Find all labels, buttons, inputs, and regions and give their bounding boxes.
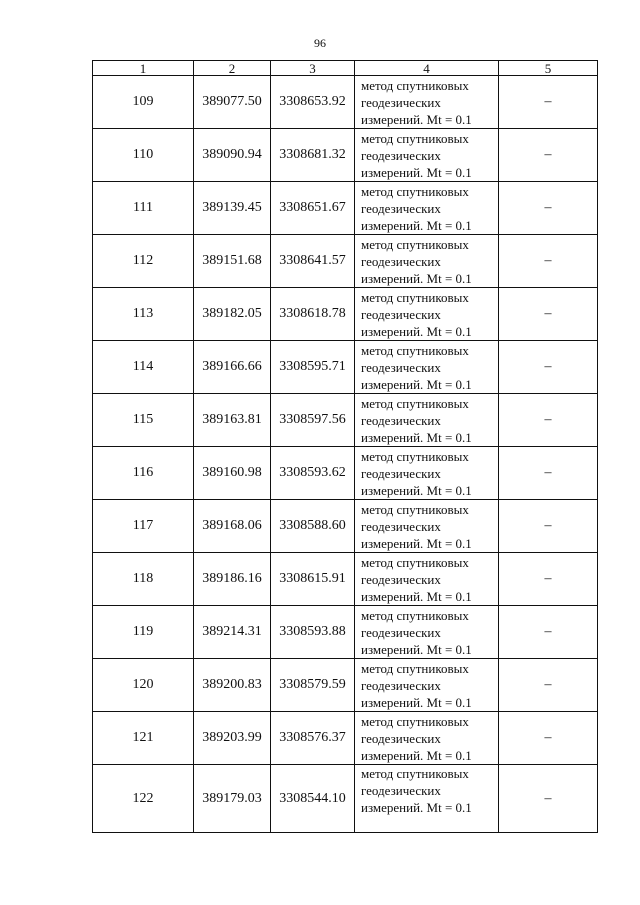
x-coordinate: 389077.50 <box>194 76 271 129</box>
point-number: 109 <box>93 76 194 129</box>
method-description: метод спутниковых геодезических измерений. Mt = 0.1 <box>355 712 499 765</box>
note: – <box>499 447 598 500</box>
note: – <box>499 659 598 712</box>
table-row <box>93 447 598 500</box>
note: – <box>499 712 598 765</box>
table-body <box>93 76 598 833</box>
point-number: 113 <box>93 288 194 341</box>
method-description: метод спутниковых геодезических измерений. Mt = 0.1 <box>355 76 499 129</box>
x-coordinate: 389163.81 <box>194 394 271 447</box>
x-coordinate: 389151.68 <box>194 235 271 288</box>
point-number: 111 <box>93 182 194 235</box>
table-row <box>93 765 598 833</box>
note: – <box>499 182 598 235</box>
table-header-row <box>93 61 598 76</box>
x-coordinate: 389203.99 <box>194 712 271 765</box>
method-description: метод спутниковых геодезических измерений. Mt = 0.1 <box>355 235 499 288</box>
note: – <box>499 76 598 129</box>
note: – <box>499 500 598 553</box>
x-coordinate: 389200.83 <box>194 659 271 712</box>
method-description: метод спутниковых геодезических измерений. Mt = 0.1 <box>355 606 499 659</box>
method-description: метод спутниковых геодезических измерений. Mt = 0.1 <box>355 288 499 341</box>
y-coordinate: 3308593.62 <box>271 447 355 500</box>
x-coordinate: 389090.94 <box>194 129 271 182</box>
x-coordinate: 389166.66 <box>194 341 271 394</box>
method-description: метод спутниковых геодезических измерений. Mt = 0.1 <box>355 659 499 712</box>
y-coordinate: 3308651.67 <box>271 182 355 235</box>
x-coordinate: 389179.03 <box>194 765 271 833</box>
x-coordinate: 389186.16 <box>194 553 271 606</box>
table-row <box>93 606 598 659</box>
column-header-2: 2 <box>194 61 271 76</box>
table-row <box>93 659 598 712</box>
y-coordinate: 3308595.71 <box>271 341 355 394</box>
y-coordinate: 3308593.88 <box>271 606 355 659</box>
note: – <box>499 129 598 182</box>
method-description: метод спутниковых геодезических измерений. Mt = 0.1 <box>355 341 499 394</box>
method-description: метод спутниковых геодезических измерений. Mt = 0.1 <box>355 182 499 235</box>
y-coordinate: 3308615.91 <box>271 553 355 606</box>
note: – <box>499 235 598 288</box>
note: – <box>499 765 598 833</box>
note: – <box>499 553 598 606</box>
method-description: метод спутниковых геодезических измерений. Mt = 0.1 <box>355 447 499 500</box>
y-coordinate: 3308576.37 <box>271 712 355 765</box>
y-coordinate: 3308653.92 <box>271 76 355 129</box>
table-row <box>93 341 598 394</box>
column-header-4: 4 <box>355 61 499 76</box>
y-coordinate: 3308579.59 <box>271 659 355 712</box>
column-header-5: 5 <box>499 61 598 76</box>
table-row <box>93 712 598 765</box>
note: – <box>499 394 598 447</box>
method-description: метод спутниковых геодезических измерений. Mt = 0.1 <box>355 765 499 833</box>
point-number: 112 <box>93 235 194 288</box>
table-row <box>93 182 598 235</box>
point-number: 115 <box>93 394 194 447</box>
method-description: метод спутниковых геодезических измерений. Mt = 0.1 <box>355 500 499 553</box>
y-coordinate: 3308641.57 <box>271 235 355 288</box>
point-number: 110 <box>93 129 194 182</box>
point-number: 121 <box>93 712 194 765</box>
page-number: 96 <box>314 36 326 50</box>
point-number: 117 <box>93 500 194 553</box>
point-number: 122 <box>93 765 194 833</box>
table-row <box>93 129 598 182</box>
table-row <box>93 553 598 606</box>
table-row <box>93 288 598 341</box>
note: – <box>499 341 598 394</box>
table-row <box>93 394 598 447</box>
table-row <box>93 76 598 129</box>
table-row <box>93 500 598 553</box>
y-coordinate: 3308618.78 <box>271 288 355 341</box>
x-coordinate: 389160.98 <box>194 447 271 500</box>
point-number: 120 <box>93 659 194 712</box>
table-row <box>93 235 598 288</box>
x-coordinate: 389182.05 <box>194 288 271 341</box>
note: – <box>499 288 598 341</box>
column-header-1: 1 <box>93 61 194 76</box>
point-number: 114 <box>93 341 194 394</box>
y-coordinate: 3308588.60 <box>271 500 355 553</box>
point-number: 119 <box>93 606 194 659</box>
y-coordinate: 3308597.56 <box>271 394 355 447</box>
x-coordinate: 389168.06 <box>194 500 271 553</box>
y-coordinate: 3308681.32 <box>271 129 355 182</box>
method-description: метод спутниковых геодезических измерений. Mt = 0.1 <box>355 394 499 447</box>
column-header-3: 3 <box>271 61 355 76</box>
point-number: 116 <box>93 447 194 500</box>
y-coordinate: 3308544.10 <box>271 765 355 833</box>
x-coordinate: 389139.45 <box>194 182 271 235</box>
x-coordinate: 389214.31 <box>194 606 271 659</box>
point-number: 118 <box>93 553 194 606</box>
method-description: метод спутниковых геодезических измерений. Mt = 0.1 <box>355 129 499 182</box>
coordinates-table <box>92 60 598 833</box>
method-description: метод спутниковых геодезических измерений. Mt = 0.1 <box>355 553 499 606</box>
note: – <box>499 606 598 659</box>
